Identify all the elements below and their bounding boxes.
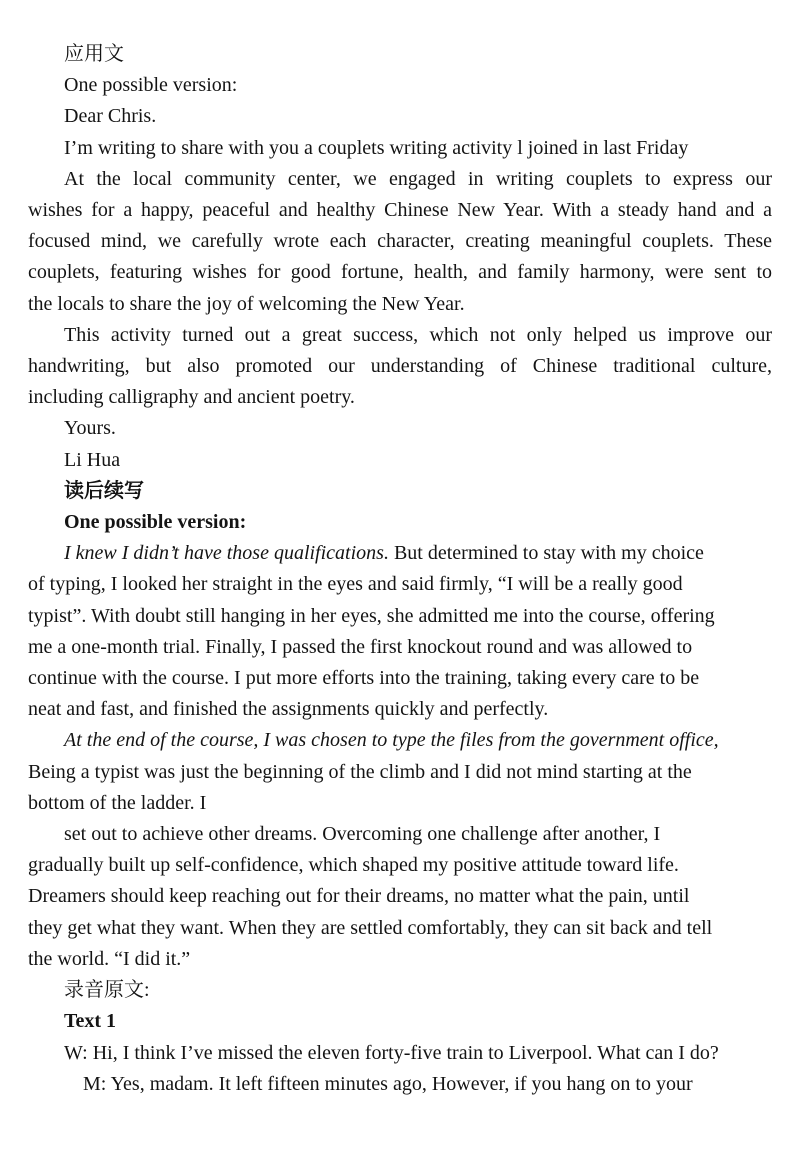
- text-segment: 录音原文:: [64, 979, 150, 1002]
- letter-body-line: [28, 164, 772, 195]
- text-segment: continue with the course. I put more efforts into the training, taking every care to be: [28, 667, 700, 690]
- salutation-line: [28, 101, 772, 132]
- text-segment: me a one-month trial. Finally, I passed the first knockout round and was allowed to: [28, 635, 693, 658]
- letter-body-line: [28, 226, 772, 257]
- essay-line: [28, 663, 772, 694]
- essay-line: [28, 694, 772, 725]
- text-segment: set out to achieve other dreams. Overcoming one challenge after another, I: [64, 823, 661, 846]
- text-segment: W: Hi, I think I’ve missed the eleven forty-five train to Liverpool. What can I do?: [64, 1041, 719, 1064]
- text-segment: Being a typist was just the beginning of the climb and I did not mind starting at the: [28, 760, 692, 783]
- text-segment: the world. “I did it.”: [28, 947, 191, 970]
- text-segment: 应用文: [64, 43, 124, 65]
- letter-body-line: [28, 320, 772, 351]
- text-segment: Dreamers should keep reaching out for their dreams, no matter what the pain, until: [28, 885, 690, 908]
- closing-line: [28, 413, 772, 444]
- essay-line: [28, 850, 772, 881]
- section-heading-continuation-writing: [28, 476, 772, 507]
- version-label-bold: [28, 507, 772, 538]
- text-segment: Yours.: [64, 417, 116, 440]
- essay-line: [28, 881, 772, 912]
- essay-line: [28, 632, 772, 663]
- text-segment: At the end of the course, I was chosen to type the files from the government office,: [64, 729, 719, 752]
- text-segment: they get what they want. When they are settled comfortably, they can sit back and tell: [28, 916, 713, 939]
- signature-line: [28, 445, 772, 476]
- essay-line: [28, 757, 772, 788]
- text-segment: neat and fast, and finished the assignments quickly and perfectly.: [28, 698, 549, 721]
- text-segment: At the local community center, we engaged in writing couplets to express our: [64, 167, 772, 190]
- text-segment: 读后续写: [64, 479, 144, 502]
- text-segment: the locals to share the joy of welcoming the New Year.: [28, 292, 465, 315]
- text-segment: typist”. With doubt still hanging in her eyes, she admitted me into the course, offering: [28, 604, 715, 627]
- version-label: [28, 70, 772, 101]
- text-segment: But determined to stay with my choice: [388, 542, 704, 565]
- text-segment: I’m writing to share with you a couplets writing activity l joined in last Friday: [64, 136, 689, 159]
- text-segment: wishes for a happy, peaceful and healthy Chinese New Year. With a steady hand and a: [28, 199, 772, 222]
- letter-body-line: [28, 257, 772, 288]
- essay-line: [28, 788, 772, 819]
- text-segment: Text 1: [64, 1010, 117, 1033]
- dialogue-line-m: [28, 1069, 772, 1100]
- text-segment: of typing, I looked her straight in the eyes and said firmly, “I will be a really good: [28, 573, 683, 596]
- text-segment: Li Hua: [64, 448, 121, 471]
- letter-body-line: [28, 382, 772, 413]
- text-segment: M: Yes, madam. It left fifteen minutes ago, However, if you hang on to your: [83, 1072, 693, 1095]
- dialogue-line-w: [28, 1038, 772, 1069]
- text-segment: couplets, featuring wishes for good fortune, health, and family harmony, were sent to: [28, 261, 772, 284]
- text-segment: One possible version:: [64, 74, 238, 97]
- text-segment: bottom of the ladder. I: [28, 791, 207, 814]
- essay-line: [28, 913, 772, 944]
- text-segment: I knew I didn’t have those qualifications.: [64, 542, 389, 565]
- letter-opening-line: [28, 133, 772, 164]
- essay-line: [28, 819, 772, 850]
- text-segment: including calligraphy and ancient poetry.: [28, 386, 355, 409]
- essay-line: [28, 569, 772, 600]
- text-segment: focused mind, we carefully wrote each character, creating meaningful couplets. These: [28, 230, 772, 253]
- text-segment: gradually built up self-confidence, which shaped my positive attitude toward life.: [28, 854, 679, 877]
- text-segment: This activity turned out a great success, which not only helped us improve our: [64, 323, 772, 346]
- essay-line: [28, 601, 772, 632]
- letter-body-line: [28, 351, 772, 382]
- text-segment: One possible version:: [64, 511, 247, 534]
- essay-line: [28, 538, 772, 569]
- text-segment: Dear Chris.: [64, 105, 157, 128]
- section-heading-transcript: [28, 975, 772, 1006]
- text-1-heading: [28, 1006, 772, 1037]
- essay-line: [28, 944, 772, 975]
- section-heading-practical-writing: [28, 39, 772, 70]
- essay-line: [28, 725, 772, 756]
- text-segment: handwriting, but also promoted our understanding of Chinese traditional culture,: [28, 355, 772, 378]
- letter-body-line: [28, 289, 772, 320]
- letter-body-line: [28, 195, 772, 226]
